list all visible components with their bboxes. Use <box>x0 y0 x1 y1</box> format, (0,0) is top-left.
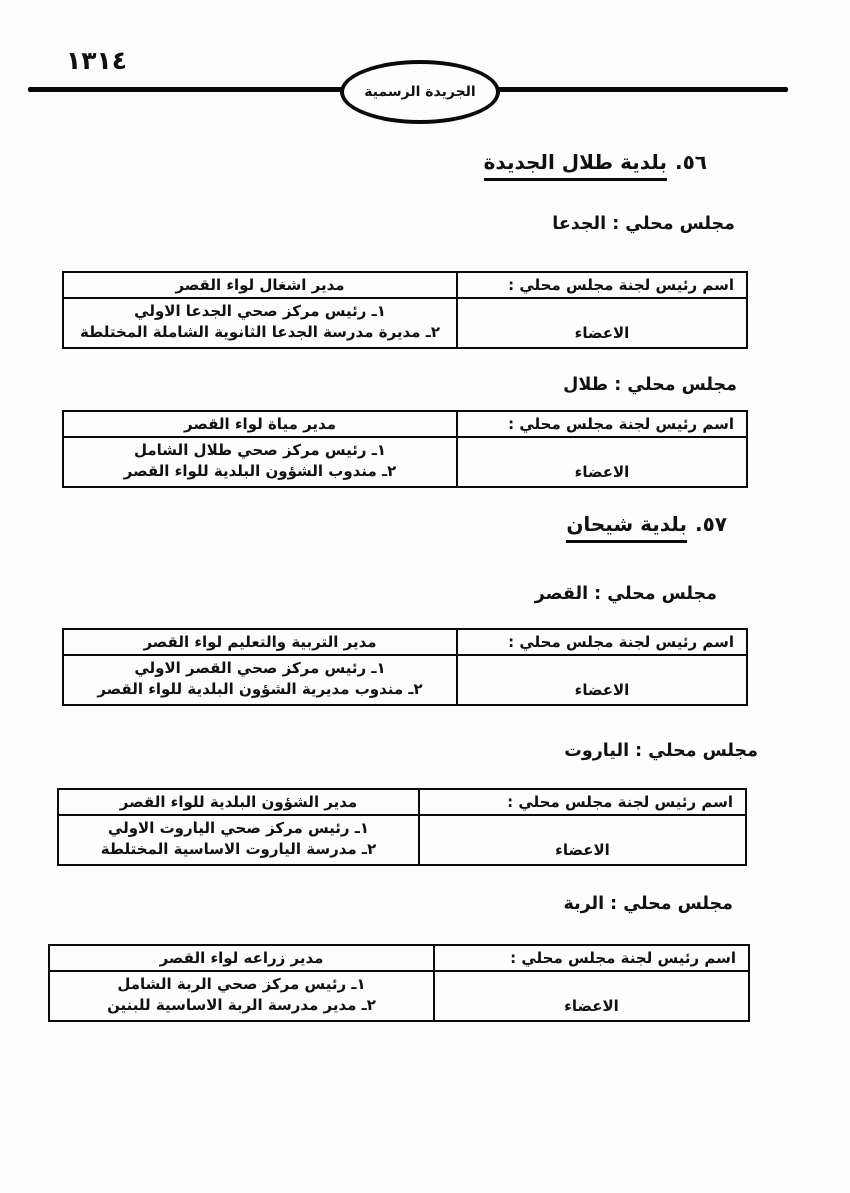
chair-value-cell: مدير مياة لواء القصر <box>63 411 457 437</box>
committee-table-talal <box>62 410 748 488</box>
section-heading-56 <box>484 150 707 174</box>
members-list-cell <box>58 815 419 865</box>
committee-table-jadaa <box>62 271 748 349</box>
member-line: ١ـ رئيس مركز صحي الياروت الاولي <box>107 819 370 837</box>
member-line: ٢ـ مدير مدرسة الربة الاساسية للبنين <box>107 996 376 1014</box>
members-list-cell <box>63 298 457 348</box>
chair-value-cell: مدير الشؤون البلدية للواء القصر <box>58 789 419 815</box>
council-heading-jadaa: مجلس محلي : الجدعا <box>552 214 735 234</box>
table-row <box>58 815 746 865</box>
chair-label-cell: اسم رئيس لجنة مجلس محلي : <box>457 411 747 437</box>
section-number: ٥٦. <box>674 150 707 174</box>
committee-table-qasr <box>62 628 748 706</box>
committee-table-rabba <box>48 944 750 1022</box>
page-number: ١٣١٤ <box>66 46 128 75</box>
council-heading-qasr: مجلس محلي : القصر <box>534 584 717 604</box>
members-label-cell: الاعضاء <box>434 971 749 1021</box>
table-row <box>63 655 747 705</box>
table-row <box>63 437 747 487</box>
members-label-cell: الاعضاء <box>419 815 746 865</box>
members-list-cell <box>63 655 457 705</box>
member-line: ١ـ رئيس مركز صحي القصر الاولي <box>134 659 386 677</box>
chair-label-cell: اسم رئيس لجنة مجلس محلي : <box>457 629 747 655</box>
gazette-oval <box>340 60 500 124</box>
section-title: بلدية شيحان <box>566 512 687 543</box>
member-line: ٢ـ مندوب الشؤون البلدية للواء القصر <box>123 462 397 480</box>
member-line: ٢ـ مدرسة الياروت الاساسية المختلطة <box>100 840 377 858</box>
table-row <box>63 411 747 437</box>
section-number: ٥٧. <box>694 512 727 536</box>
section-heading-57 <box>566 512 727 536</box>
table-row <box>49 971 749 1021</box>
council-heading-rabba: مجلس محلي : الربة <box>563 894 733 914</box>
gazette-title: الجريدة الرسمية <box>364 84 476 100</box>
members-list-cell <box>63 437 457 487</box>
member-line: ١ـ رئيس مركز صحي الجدعا الاولي <box>134 302 386 320</box>
chair-label-cell: اسم رئيس لجنة مجلس محلي : <box>457 272 747 298</box>
chair-value-cell: مدير زراعه لواء القصر <box>49 945 434 971</box>
council-heading-yarut: مجلس محلي : الياروت <box>564 741 758 761</box>
chair-value-cell: مدير اشغال لواء القصر <box>63 272 457 298</box>
member-line: ١ـ رئيس مركز صحي طلال الشامل <box>133 441 387 459</box>
member-line: ٢ـ مندوب مديرية الشؤون البلدية للواء القصر <box>97 680 423 698</box>
members-label-cell: الاعضاء <box>457 298 747 348</box>
members-label-cell: الاعضاء <box>457 437 747 487</box>
section-title: بلدية طلال الجديدة <box>484 150 667 181</box>
member-line: ١ـ رئيس مركز صحي الربة الشامل <box>117 975 366 993</box>
chair-label-cell: اسم رئيس لجنة مجلس محلي : <box>434 945 749 971</box>
table-row <box>63 298 747 348</box>
members-label-cell: الاعضاء <box>457 655 747 705</box>
table-row <box>63 272 747 298</box>
table-row <box>63 629 747 655</box>
chair-label-cell: اسم رئيس لجنة مجلس محلي : <box>419 789 746 815</box>
committee-table-yarut <box>57 788 747 866</box>
table-row <box>58 789 746 815</box>
members-list-cell <box>49 971 434 1021</box>
chair-value-cell: مدير التربية والتعليم لواء القصر <box>63 629 457 655</box>
council-heading-talal: مجلس محلي : طلال <box>563 375 737 395</box>
member-line: ٢ـ مديرة مدرسة الجدعا الثانوية الشاملة المختلطة <box>79 323 440 341</box>
table-row <box>49 945 749 971</box>
